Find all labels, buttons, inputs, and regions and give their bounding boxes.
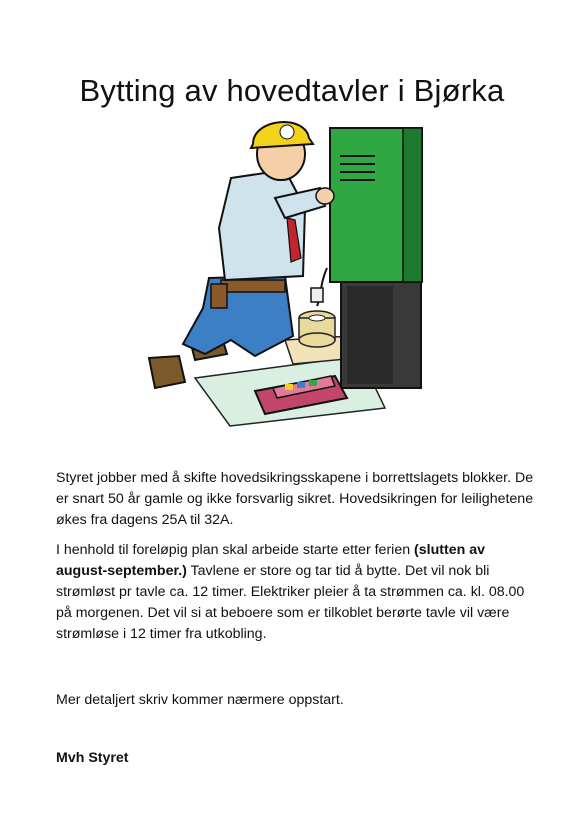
electrician-illustration [135, 108, 445, 438]
schedule-bold-period: (slutten av august-september.) [56, 542, 485, 579]
signature: Mvh Styret [56, 750, 129, 766]
schedule-text-end: Tavlene er store og tar tid å bytte. Det vil nok bli strømløst pr tavle ca. 12 timer. Elektriker pleier å ta strømmen ca. kl. 08.00 på morgenen. Det vil si at beboere som er tilkoblet berørte tavle vil være strømløse i 12 timer fra utkobling. [56, 563, 525, 642]
paragraph-schedule [56, 540, 536, 645]
paragraph-followup: Mer detaljert skriv kommer nærmere oppstart. [56, 692, 344, 708]
paragraph-intro: Styret jobber med å skifte hovedsikringsskapene i borrettslagets blokker. De er snart 50 år gamle og ikke forsvarlig sikret. Hovedsikringen for leilighetene økes fra dagens 25A til 32A. [56, 470, 534, 528]
body-text [56, 468, 536, 654]
page-title: Bytting av hovedtavler i Bjørka [79, 72, 505, 108]
schedule-text-start: I henhold til foreløpig plan skal arbeide starte etter ferien [56, 542, 415, 558]
